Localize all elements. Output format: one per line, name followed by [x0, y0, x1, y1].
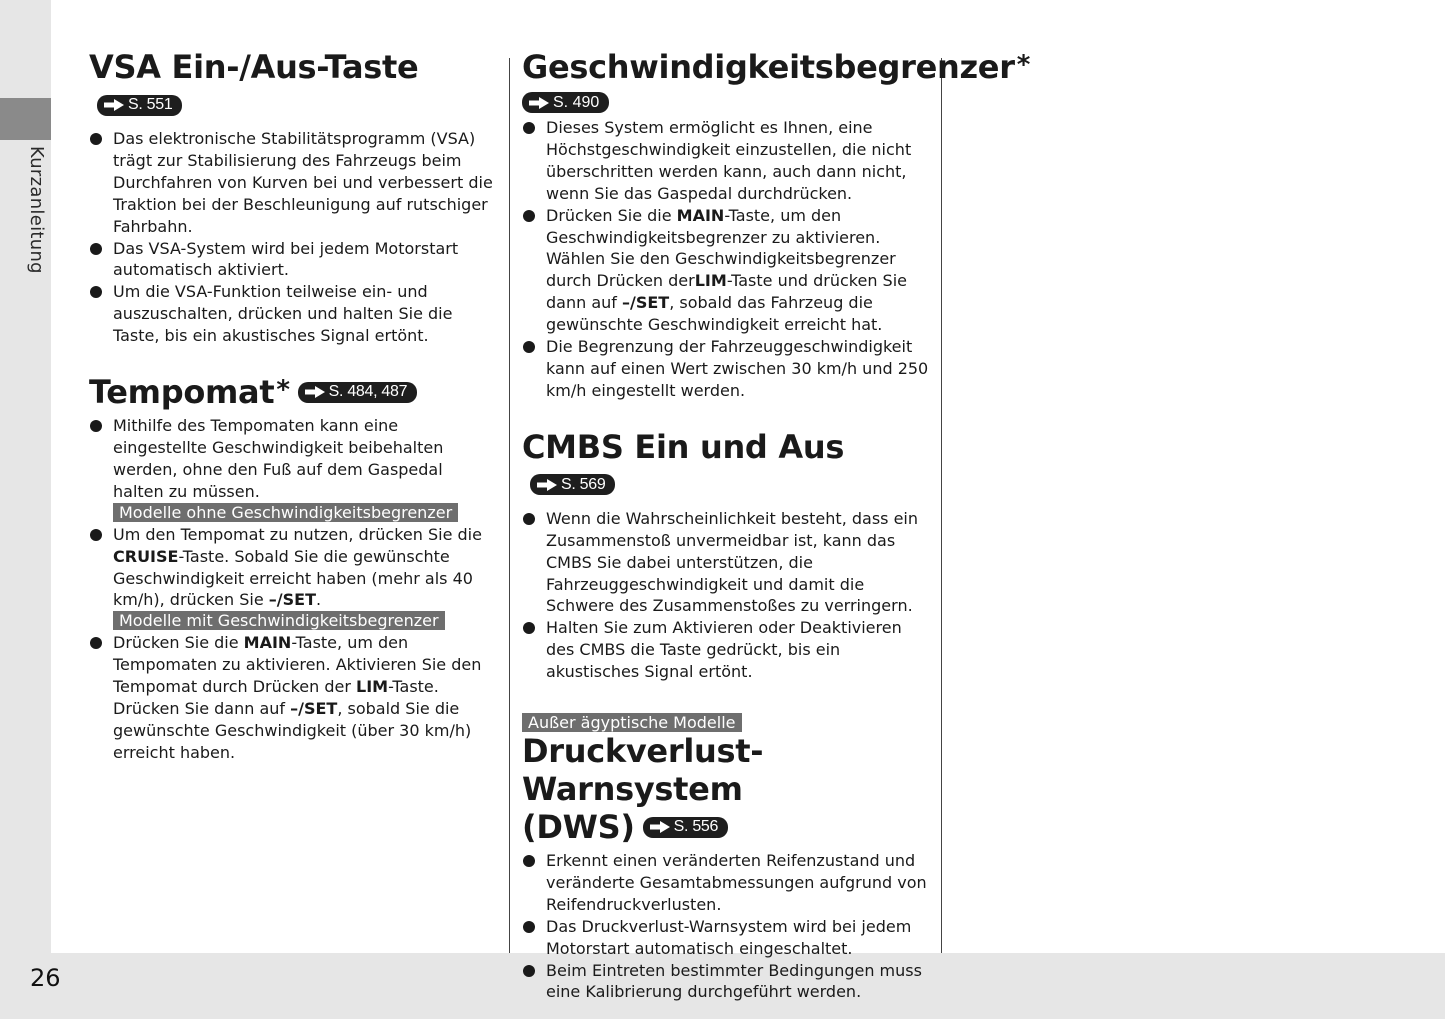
- tempomat-section: [89, 373, 494, 764]
- model-variant-tag: Modelle ohne Geschwindigkeitsbegrenzer: [113, 503, 458, 522]
- bullet-list: [89, 415, 494, 503]
- page-reference-text: S. 490: [553, 93, 600, 111]
- list-item: Beim Eintreten bestimmter Bedingungen muss eine Kalibrierung durchgeführt werden.: [522, 960, 932, 1004]
- page-reference-row: [522, 94, 932, 115]
- list-item: Das VSA-System wird bei jedem Motorstart automatisch aktiviert.: [89, 238, 494, 282]
- chapter-tab[interactable]: [0, 98, 51, 140]
- bullet-list: [522, 117, 932, 402]
- footnote-star: *: [276, 375, 290, 406]
- page-number: 26: [30, 964, 61, 992]
- section-title-text: Geschwindigkeitsbegrenzer: [522, 48, 1015, 86]
- vsa-section: [89, 48, 494, 347]
- model-variant-tag: Modelle mit Geschwindigkeitsbegrenzer: [113, 611, 445, 630]
- bullet-list: [522, 850, 932, 1003]
- section-title: [522, 732, 932, 808]
- list-item: Um die VSA-Funktion teilweise ein- und auszuschalten, drücken und halten Sie die Taste, bis ein akustisches Signal ertönt.: [89, 281, 494, 347]
- list-item: Das elektronische Stabilitätsprogramm (VSA) trägt zur Stabilisierung des Fahrzeugs beim Durchfahren von Kurven bei und verbessert die Traktion bei der Beschleunigung auf rutschiger Fahrbahn.: [89, 128, 494, 238]
- column-divider: [941, 58, 942, 953]
- list-item: Drücken Sie die MAIN-Taste, um den Tempomaten zu aktivieren. Aktivieren Sie den Tempomat durch Drücken der LIM-Taste. Drücken Sie dann auf –/SET, sobald Sie die gewünschte Geschwindigkeit (über 30 km/h) erreicht haben.: [89, 632, 494, 763]
- section-title: [89, 48, 494, 124]
- key-label: CRUISE: [113, 546, 179, 566]
- list-item: Halten Sie zum Aktivieren oder Deaktivieren des CMBS die Taste gedrückt, bis ein akustisches Signal ertönt.: [522, 617, 932, 683]
- key-label: –/SET: [622, 293, 670, 313]
- page-reference-link[interactable]: [298, 382, 418, 403]
- list-item: Mithilfe des Tempomaten kann eine eingestellte Geschwindigkeit beibehalten werden, ohne den Fuß auf dem Gaspedal halten zu müssen.: [89, 415, 494, 503]
- list-item: Die Begrenzung der Fahrzeuggeschwindigkeit kann auf einen Wert zwischen 30 km/h und 250 km/h eingestellt werden.: [522, 336, 932, 402]
- page-reference-text: S. 569: [561, 475, 606, 493]
- key-label: –/SET: [290, 699, 338, 719]
- page-reference-text: S. 484, 487: [328, 383, 408, 401]
- list-item: Das Druckverlust-Warnsystem wird bei jedem Motorstart automatisch eingeschaltet.: [522, 916, 932, 960]
- column-divider: [509, 58, 510, 953]
- list-item: Drücken Sie die MAIN-Taste, um den Geschwindigkeitsbegrenzer zu aktivieren. Wählen Sie den Geschwindigkeitsbegrenzer durch Drücken derLIM-Taste und drücken Sie dann auf –/SET, sobald das Fahrzeug die gewünschte Geschwindigkeit erreicht hat.: [522, 205, 932, 336]
- section-title: [89, 373, 494, 411]
- section-title: [522, 428, 932, 504]
- key-label: MAIN: [676, 205, 725, 225]
- page-reference-text: S. 551: [128, 96, 173, 113]
- footnote-star: *: [1016, 50, 1030, 80]
- section-title-text: (DWS): [522, 808, 635, 847]
- section-title-text: Druckverlust-Warnsystem: [522, 732, 764, 809]
- section-title-text: CMBS Ein und Aus: [522, 427, 845, 466]
- bullet-list: [89, 632, 494, 763]
- arrow-right-icon: [528, 97, 550, 109]
- bullet-list: [89, 128, 494, 347]
- section-title: [522, 48, 1030, 86]
- column-right: [522, 48, 1030, 1003]
- model-variant-tag: Außer ägyptische Modelle: [522, 713, 742, 732]
- page-reference-link[interactable]: [643, 817, 728, 838]
- section-title-text: Tempomat: [89, 373, 275, 412]
- limiter-section: [522, 48, 1030, 402]
- key-label: –/SET: [268, 590, 316, 610]
- page-reference-text: S. 556: [673, 818, 719, 836]
- list-item: Dieses System ermöglicht es Ihnen, eine Höchstgeschwindigkeit einzustellen, die nicht überschritten werden kann, auch dann nicht, wenn Sie das Gaspedal durchdrücken.: [522, 117, 932, 205]
- section-title-text: VSA Ein-/Aus-Taste: [89, 48, 419, 86]
- list-item: Wenn die Wahrscheinlichkeit besteht, dass ein Zusammenstoß unvermeidbar ist, kann das CMBS Sie dabei unterstützen, die Fahrzeuggeschwindigkeit und damit die Schwere des Zusammenstoßes zu verringern.: [522, 508, 932, 618]
- section-title-continued: [522, 808, 932, 846]
- chapter-label: Kurzanleitung: [26, 146, 47, 274]
- bullet-list: [522, 508, 932, 683]
- arrow-right-icon: [536, 479, 558, 491]
- arrow-right-icon: [103, 99, 125, 111]
- arrow-right-icon: [649, 821, 671, 833]
- dws-section: [522, 713, 932, 1003]
- arrow-right-icon: [304, 386, 326, 398]
- page-reference-link[interactable]: [522, 92, 609, 113]
- key-label: LIM: [356, 677, 389, 697]
- cmbs-section: [522, 428, 932, 683]
- list-item: Um den Tempomat zu nutzen, drücken Sie die CRUISE-Taste. Sobald Sie die gewünschte Geschwindigkeit erreicht haben (mehr als 40 km/h), drücken Sie –/SET.: [89, 524, 494, 612]
- page-reference-link[interactable]: [530, 474, 615, 495]
- key-label: LIM: [694, 271, 727, 291]
- key-label: MAIN: [243, 633, 292, 653]
- column-left: [89, 48, 494, 764]
- page-reference-link[interactable]: [97, 95, 182, 116]
- bullet-list: [89, 524, 494, 612]
- list-item: Erkennt einen veränderten Reifenzustand und veränderte Gesamtabmessungen aufgrund von Reifendruckverlusten.: [522, 850, 932, 916]
